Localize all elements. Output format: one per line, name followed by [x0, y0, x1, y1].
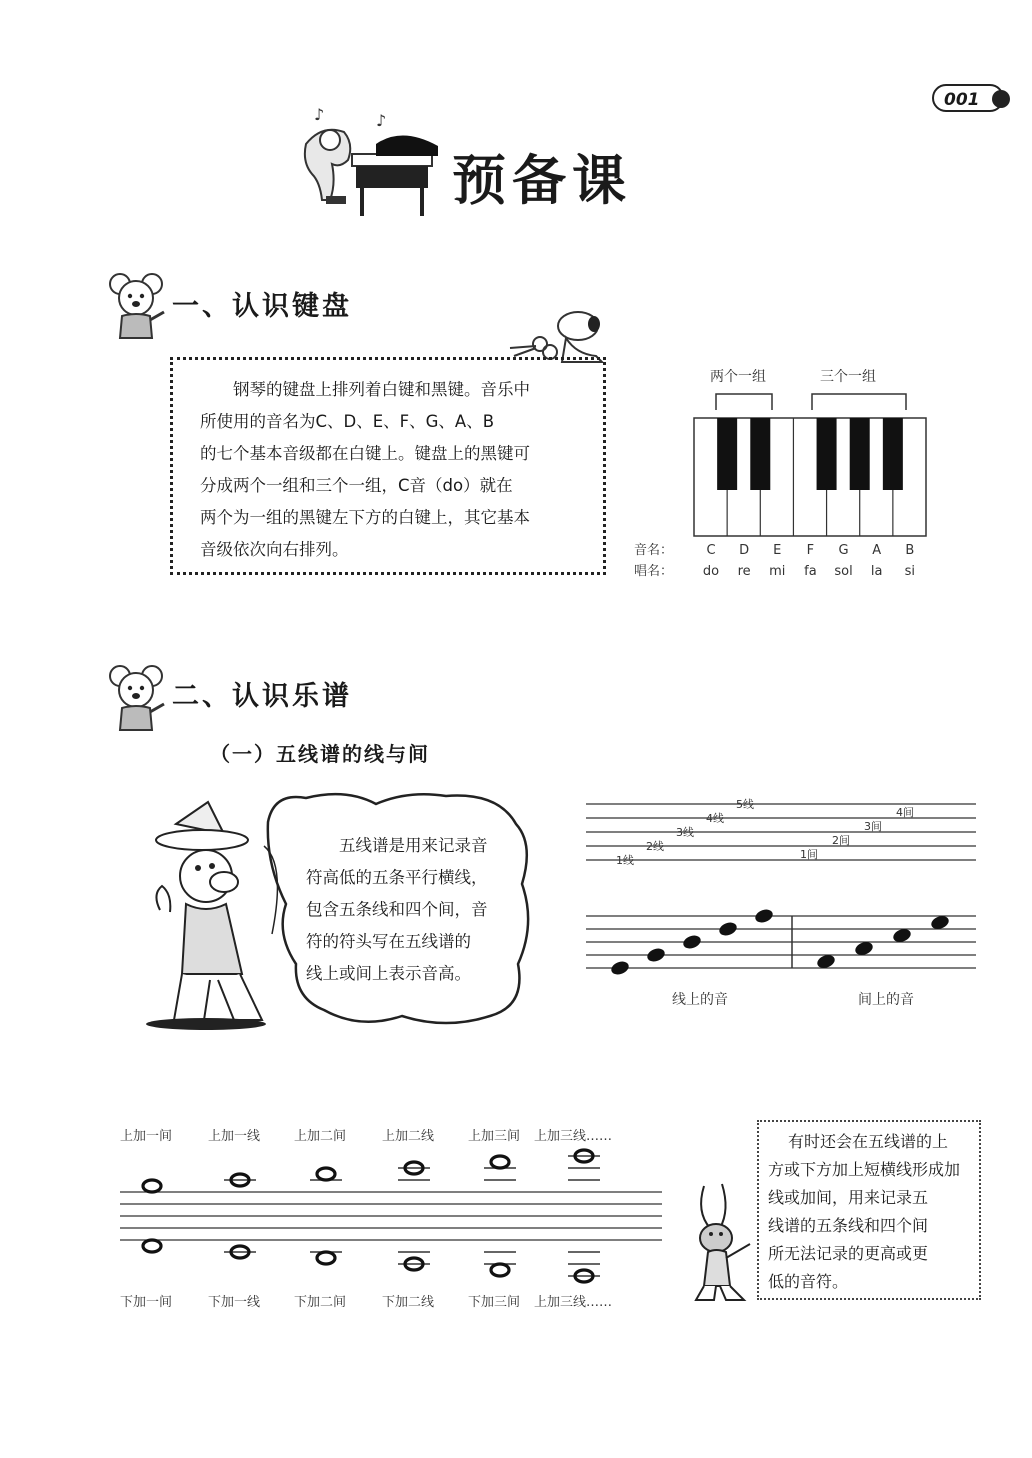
note-names-row	[706, 543, 914, 558]
staff-lines-spaces-diagram	[586, 794, 978, 874]
note-head-on-line	[609, 959, 630, 976]
speech-line: 线上或间上表示音高。	[306, 964, 471, 983]
note-line: 方或下方加上短横线形成加	[768, 1160, 961, 1179]
section-heading-keyboard: 一、认识键盘	[172, 291, 352, 322]
black-key	[817, 418, 837, 490]
staff-lines	[586, 804, 976, 860]
page-number: 001	[944, 90, 980, 110]
piano-player-illustration	[292, 104, 442, 220]
group-three-label: 三个一组	[820, 369, 876, 385]
section-heading-notation: 二、认识乐谱	[172, 681, 352, 712]
paragraph-line: 钢琴的键盘上排列着白键和黑键。音乐中	[233, 380, 530, 399]
line-label: 3线	[676, 826, 694, 839]
notes-on-staff-diagram	[586, 904, 978, 1014]
ledger-note-below	[491, 1264, 509, 1276]
black-key	[750, 418, 770, 490]
solfege-name: mi	[769, 564, 786, 579]
group-three-bracket	[812, 394, 906, 410]
solfege-name: si	[904, 564, 916, 579]
note-line: 线或加间，用来记录五	[768, 1188, 929, 1207]
ledger-above-label: 上加二线	[382, 1129, 435, 1144]
note-names-label: 音名：	[634, 543, 674, 558]
paragraph-line: 音级依次向右排列。	[200, 540, 349, 559]
note-line: 低的音符。	[768, 1272, 849, 1291]
ledger-below-label: 下加三间	[468, 1295, 521, 1310]
space-label: 1间	[800, 848, 818, 861]
ledger-above-label: 上加二间	[294, 1129, 347, 1144]
ledger-below-label: 下加二间	[294, 1295, 347, 1310]
paragraph-line: 分成两个一组和三个一组，C音（do）就在	[200, 476, 513, 495]
group-two-label: 两个一组	[710, 369, 766, 385]
page-title: 预备课	[452, 149, 632, 212]
black-key	[850, 418, 870, 490]
ledger-lines-diagram	[116, 1120, 668, 1320]
solfege-row	[703, 564, 915, 579]
ledger-above-label: 上加一线	[208, 1129, 261, 1144]
notes-in-spaces-label: 间上的音	[858, 992, 914, 1008]
black-key	[883, 418, 903, 490]
ledger-above-label: 上加三间	[468, 1129, 521, 1144]
staff-description	[306, 830, 524, 990]
note-head-on-line	[717, 920, 738, 937]
ledger-note-above	[317, 1168, 335, 1180]
line-label: 2线	[646, 840, 664, 853]
staff-lines	[586, 916, 976, 968]
space-label: 3间	[864, 820, 882, 833]
speech-line: 符的符头写在五线谱的	[306, 932, 471, 951]
subheading-staff-lines-spaces: （一）五线谱的线与间	[210, 742, 430, 766]
note-icon	[992, 90, 1010, 108]
note-head-on-line	[645, 946, 666, 963]
ledger-above-label: 上加一间	[120, 1129, 173, 1144]
note-head-on-line	[753, 907, 774, 924]
staff-lines	[120, 1192, 662, 1240]
bear-icon	[106, 664, 168, 734]
music-note-icon: ♪	[376, 111, 387, 130]
paragraph-line: 的七个基本音级都在白键上。键盘上的黑键可	[200, 444, 530, 463]
notes-on-lines-label: 线上的音	[672, 992, 728, 1008]
note-name: E	[773, 543, 782, 558]
music-note-icon: ♪	[314, 105, 325, 124]
solfege-name: sol	[834, 564, 853, 579]
ledger-below-label: 下加一线	[208, 1295, 261, 1310]
ledger-note-below	[143, 1240, 161, 1252]
ledger-below-labels	[120, 1294, 612, 1310]
ledger-explanation	[768, 1128, 974, 1296]
space-label: 2间	[832, 834, 850, 847]
space-label: 4间	[896, 806, 914, 819]
ledger-note-above	[143, 1180, 161, 1192]
group-two-bracket	[716, 394, 772, 410]
speech-line: 符高低的五条平行横线，	[306, 868, 488, 887]
speech-line: 五线谱是用来记录音	[339, 836, 488, 855]
page-number-badge	[932, 84, 1004, 112]
note-line: 有时还会在五线谱的上	[788, 1132, 949, 1151]
ledger-below-label: 上加三线……	[534, 1295, 613, 1310]
note-line: 线谱的五条线和四个间	[768, 1216, 929, 1235]
ledger-note-below	[317, 1252, 335, 1264]
ledger-below-label: 下加二线	[382, 1295, 435, 1310]
speech-line: 包含五条线和四个间，音	[306, 900, 488, 919]
note-name: F	[806, 543, 815, 558]
solfege-label: 唱名：	[634, 564, 674, 579]
solfege-name: la	[870, 564, 883, 579]
line-label: 5线	[736, 798, 754, 811]
solfege-name: do	[702, 564, 720, 579]
rabbit-illustration	[686, 1182, 762, 1306]
ledger-above-label: 上加三线……	[534, 1129, 613, 1144]
note-name: D	[739, 543, 750, 558]
line-label: 1线	[616, 854, 634, 867]
paragraph-line: 两个为一组的黑键左下方的白键上，其它基本	[200, 508, 530, 527]
ledger-below-label: 下加一间	[120, 1295, 173, 1310]
ledger-above-labels	[120, 1128, 612, 1144]
keyboard-description	[200, 374, 600, 566]
note-name: A	[872, 543, 882, 558]
line-label: 4线	[706, 812, 724, 825]
paragraph-line: 所使用的音名为C、D、E、F、G、A、B	[200, 412, 495, 431]
note-name: G	[838, 543, 849, 558]
piano-keyboard-diagram	[630, 364, 930, 584]
note-name: B	[905, 543, 915, 558]
ledger-note-above	[491, 1156, 509, 1168]
note-line: 所无法记录的更高或更	[768, 1244, 929, 1263]
note-name: C	[706, 543, 716, 558]
solfege-name: re	[737, 564, 751, 579]
black-key	[717, 418, 737, 490]
solfege-name: fa	[804, 564, 817, 579]
bear-icon	[106, 272, 168, 342]
note-head-on-line	[681, 933, 702, 950]
